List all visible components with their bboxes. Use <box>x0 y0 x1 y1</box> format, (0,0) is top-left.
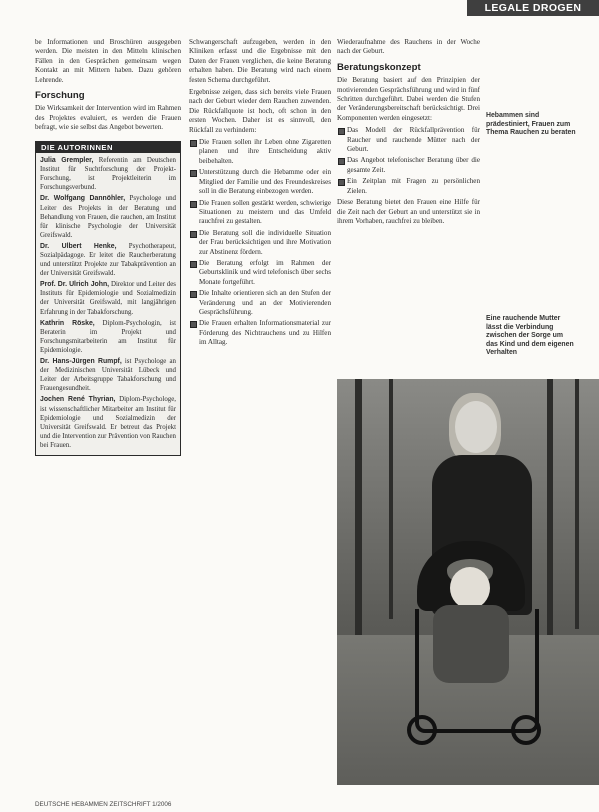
list-item: Die Beratung erfolgt im Rahmen der Geburtsklinik und wird telefonisch über sechs Monate fortgeführt. <box>189 259 331 287</box>
list-item: Die Beratung soll die individuelle Situation der Frau berücksichtigen und ihre Motivation zur Abstinenz fördern. <box>189 229 331 257</box>
heading-beratungskonzept: Beratungskonzept <box>337 61 421 73</box>
heading-forschung: Forschung <box>35 90 85 102</box>
author-name: Jochen René Thyrian, <box>40 396 116 404</box>
beratung-text: Die Beratung basiert auf den Prinzipien der motivierenden Gesprächsführung und wird in fünf Schritten durchgeführt. Dabei werden die Stufen der Veränderungsbereitschaft berücksichtigt. Drei Komponenten werden eingesetzt: <box>337 76 480 122</box>
photo-caption-1: Hebammen sind prädestiniert, Frauen zum Thema Rauchen zu beraten <box>486 112 576 137</box>
tree-trunk <box>389 379 393 619</box>
authors-list <box>36 153 180 455</box>
list-item: Die Inhalte orientieren sich an den Stufen der Veränderung und an der Motivierenden Gesprächsführung. <box>189 289 331 317</box>
author-entry <box>40 156 176 192</box>
author-name: Dr. Ulbert Henke, <box>40 242 117 250</box>
author-entry <box>40 242 176 278</box>
authors-box <box>35 141 181 456</box>
photo-caption-2: Eine rauchende Mutter lässt die Verbindung zwischen der Sorge um das Kind und dem eigenen Verhalten <box>486 315 574 357</box>
column-3 <box>337 38 480 229</box>
col2-lead: Ergebnisse zeigen, dass sich bereits viele Frauen nach der Geburt wieder dem Rauchen zuwenden. Die Rückfallquote ist hoch, oft schon in den ersten Wochen. Daher ist es sinnvoll, den Rückfall zu verhindern: <box>189 88 331 134</box>
author-bio: Direktor und Leiter des Instituts für Epidemiologie und Sozialmedizin der Universität Greifswald, mit langjährigen Erfahrung in der Tabakforschung. <box>40 281 176 316</box>
column-1 <box>35 38 181 456</box>
col2-bullet-list <box>189 138 331 348</box>
list-item: Ein Zeitplan mit Fragen zu persönlichen Zielen. <box>337 177 480 196</box>
forschung-text: Die Wirksamkeit der Intervention wird im Rahmen des Projektes evaluiert, es werden die Frauen befragt, wie sie selbst das Angebot bewerten. <box>35 104 181 132</box>
column-2 <box>189 38 331 350</box>
list-item: Die Frauen erhalten Informationsmaterial zur Förderung des Nichtrauchens und zu Hilfen im Alltag. <box>189 319 331 347</box>
authors-header: DIE AUTORINNEN <box>36 142 180 153</box>
tree-trunk <box>575 379 579 629</box>
tree-trunk <box>547 379 553 649</box>
author-bio: Diplom-Psychologin, ist Beraterin im Projekt und Forschungsmitarbeiterin am Institut für Epidemiologie. <box>40 319 176 354</box>
author-entry <box>40 319 176 355</box>
section-tag: LEGALE DROGEN <box>467 0 599 16</box>
author-bio: Psychologe und Leiter des Projekts in der Beratung und Behandlung von Frauen, die rauchen, am Institut für klinische Psychologie der Universität Greifswald. <box>40 195 176 239</box>
author-bio: Diplom-Psychologe, ist wissenschaftlicher Mitarbeiter am Institut für Epidemiologie und Sozialmedizin der Universität Greifswald. Er betreut das Projekt und die Intervention zur Prävention von Rauchen bei Frauen. <box>40 396 176 449</box>
author-name: Dr. Wolfgang Dannöhler, <box>40 195 126 203</box>
author-bio: ist Psychologe an der Medizinischen Universität Lübeck und Leiter der Arbeitsgruppe Tabakforschung und Frauengesundheit. <box>40 358 176 393</box>
author-entry <box>40 395 176 450</box>
stroller-wheel <box>511 715 541 745</box>
col2-intro: Schwangerschaft aufzugeben, werden in den Kliniken erfasst und die Ergebnisse mit den Daten der Frauen verglichen, die keine Beratung erhalten haben. Die Beratung wird nach einem festen Schema durchgeführt. <box>189 38 331 84</box>
author-entry <box>40 357 176 393</box>
author-bio: Referentin am Deutschen Institut für Suchtforschung der Projekt-Forschung, ist Projektleiterin im Forschungsverbund. <box>40 157 176 192</box>
author-entry <box>40 194 176 239</box>
author-name: Prof. Dr. Ulrich John, <box>40 281 110 289</box>
author-bio: Psychotherapeut, Sozialpädagoge. Er leitet die Raucherberatung und unterstützt Projekte zur Tabakprävention an der Universität Greifswald. <box>40 242 176 278</box>
col1-intro: be Informationen und Broschüren ausgegeben werden. Die meisten in den Mitteln klinischen Fällen in den Gesprächen gemeinsam wegen Kontakt an mit Mittern haben. Dazu gehören Lehrende. <box>35 38 181 84</box>
list-item: Das Modell der Rückfallprävention für Raucher und rauchende Mütter nach der Geburt. <box>337 126 480 154</box>
photo-mother-with-stroller <box>337 379 599 785</box>
child-face <box>450 567 490 609</box>
list-item: Das Angebot telefonischer Beratung über die gesamte Zeit. <box>337 156 480 175</box>
tree-trunk <box>355 379 362 639</box>
list-item: Die Frauen sollen gestärkt werden, schwierige Situationen zu meistern und das Umfeld rauchfrei zu gestalten. <box>189 199 331 227</box>
author-name: Kathrin Röske, <box>40 319 95 327</box>
woman-head <box>455 401 497 453</box>
author-name: Julia Grempler, <box>40 157 94 165</box>
col3-bullet-list <box>337 126 480 196</box>
author-name: Dr. Hans-Jürgen Rumpf, <box>40 358 122 366</box>
author-entry <box>40 280 176 316</box>
list-item: Unterstützung durch die Hebamme oder ein Mitglied der Familie und des Freundeskreises soll in die Beratung einbezogen werden. <box>189 168 331 196</box>
stroller-wheel <box>407 715 437 745</box>
list-item: Die Frauen sollen ihr Leben ohne Zigaretten planen und ihre Entscheidung aktiv beibehalten. <box>189 138 331 166</box>
col3-outro: Diese Beratung bietet den Frauen eine Hilfe für die Zeit nach der Geburt an und unterstützt sie in ihrem Vorhaben, rauchfrei zu bleiben. <box>337 198 480 225</box>
page-footer: DEUTSCHE HEBAMMEN ZEITSCHRIFT 1/2006 <box>35 801 172 808</box>
col3-intro: Wiederaufnahme des Rauchens in der Woche nach der Geburt. <box>337 38 480 56</box>
stroller-frame <box>415 609 539 733</box>
